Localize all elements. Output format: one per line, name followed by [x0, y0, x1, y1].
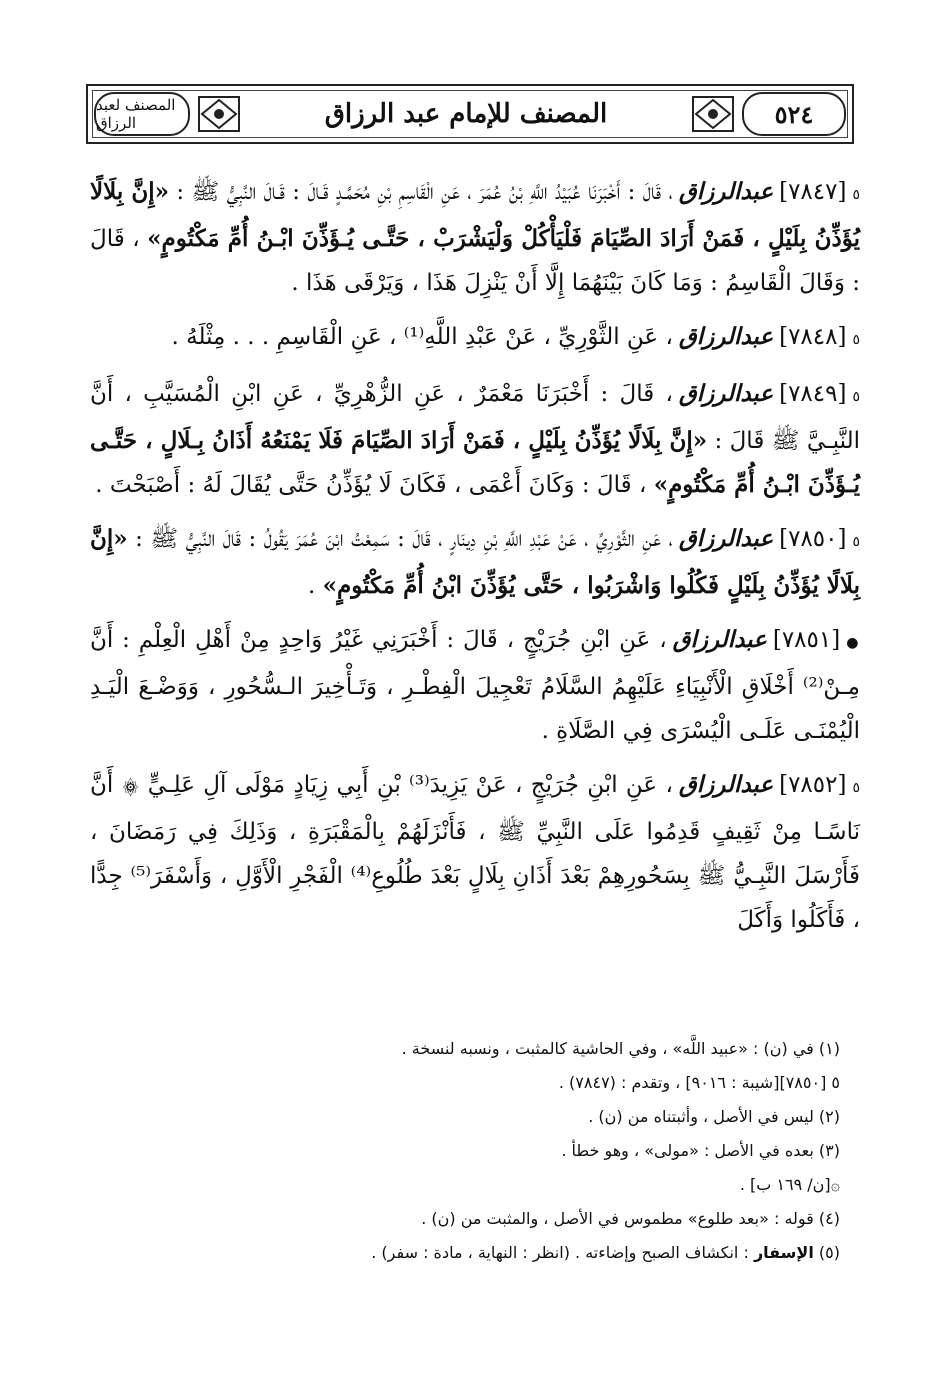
header-title: المصنف للإمام عبد الرزاق — [324, 99, 608, 129]
hadith-entry — [90, 170, 860, 305]
header-badge: المصنف لعبد الرزاق — [94, 92, 190, 136]
entry-number: [٧٨٤٧] — [779, 179, 847, 205]
ornament-icon — [196, 94, 242, 134]
entry-author: عبدالرزاق — [678, 178, 774, 205]
entry-text: ، عَنِ الثَّوْرِيِّ ، عَنْ عَبْدِ اللَّهِ⁽¹⁾ ، عَنِ الْقَاسِمِ . . . مِثْلَهُ . — [171, 324, 673, 350]
hadith-entry — [90, 517, 860, 608]
entry-number: [٧٨٥١] — [772, 627, 841, 653]
main-text — [90, 170, 860, 952]
footnote-text: ليس في الأصل ، وأثبتناه من (ن) . — [588, 1107, 814, 1126]
footnote — [90, 1100, 860, 1134]
entry-text-tail: ، قَالَ : وَقَالَ الْقَاسِمُ : وَمَا كَانَ بَيْنَهُمَا إِلَّا أَنْ يَنْزِلَ هَذَا ، وَيَرْقَى هَذَا . — [90, 226, 860, 296]
ornament-icon — [690, 94, 736, 134]
page-header — [86, 84, 854, 144]
footnote-label: (١) — [818, 1039, 840, 1058]
footnote-label: ۞ — [830, 1175, 840, 1194]
hadith-entry — [90, 315, 860, 362]
entry-mark: ٥ — [852, 332, 860, 348]
entry-number: [٧٨٥٠] — [779, 526, 847, 552]
footnote-label: ٥ [٧٨٥٠] — [779, 1073, 840, 1092]
entry-number: [٧٨٥٢] — [779, 772, 847, 798]
entry-mark: ● — [846, 635, 860, 651]
entry-number: [٧٨٤٨] — [779, 324, 847, 350]
footnote-term: الإسفار — [753, 1243, 814, 1262]
entry-text: ، عَنِ ابْنِ جُرَيْجٍ ، عَنْ يَزِيدَ⁽³⁾ بْنِ أَبِي زِيَادٍ مَوْلَى آلِ عَلِـيٍّ ۞ أَنَّ نَاسًـا مِنْ ثَقِيفٍ قَدِمُوا عَلَى النَّبِيِّ ﷺ ، فَأَنْزَلَهُمْ بِالْمَقْبَرَةِ ، وَذَلِكَ فِي رَمَضَانَ ، فَأَرْسَلَ النَّبِـيُّ ﷺ بِسَحُورِهِمْ بَعْدَ أَذَانِ بِلَالٍ بَعْدَ طُلُوعِ⁽⁴⁾ الْفَجْرِ الْأَوَّلِ ، وَأَسْفَرَ⁽⁵⁾ جِدًّا ، فَأَكَلُوا وَأَكَلَ — [90, 772, 861, 933]
page-number: ٥٢٤ — [742, 92, 846, 136]
entry-hadith-text: «إِنَّ بِلَالًا يُؤَذِّنُ بِلَيْلٍ ، فَمَنْ أَرَادَ الصِّيَامَ فَلْيَأْكُلْ وَلْيَشْرَبْ ، حَتَّـى يُـؤَذِّنَ ابْـنُ أُمِّ مَكْتُومٍ» — [90, 178, 861, 252]
footnote — [90, 1032, 860, 1066]
footnote-text: [شيبة : ٩٠١٦] ، وتقدم : (٧٨٤٧) . — [558, 1073, 780, 1092]
entry-text-tail: ، قَالَ : وَكَانَ أَعْمَى ، فَكَانَ لَا يُؤَذِّنُ حَتَّى يُقَالَ لَهُ : أَصْبَحْتَ . — [95, 472, 647, 498]
footnotes — [90, 1032, 860, 1270]
entry-mark: ٥ — [852, 780, 860, 796]
entry-author: عبدالرزاق — [678, 525, 774, 552]
hadith-entry — [90, 618, 860, 753]
footnote-text: [ن/ ١٦٩ ب] . — [739, 1175, 831, 1194]
footnote — [90, 1236, 860, 1270]
entry-text: ، عَنِ الثَّوْرِيِّ ، عَنْ عَبْدِ اللَّهِ بْنِ دِينَارٍ ، قَالَ : سَمِعْتُ ابْنَ عُمَرَ يَقُولُ : قَالَ النَّبِيُّ ﷺ : — [135, 526, 673, 552]
footnote — [90, 1134, 860, 1168]
footnote-text: : انكشاف الصبح وإضاءته . (انظر : النهاية ، مادة : سفر) . — [371, 1243, 749, 1262]
entry-hadith-text: «إِنَّ بِلَالًا يُؤَذِّنُ بِلَيْلٍ فَكُلُوا وَاشْرَبُوا ، حَتَّى يُؤَذِّنَ ابْنُ أُمِّ مَكْتُومٍ» — [90, 525, 860, 599]
entry-author: عبدالرزاق — [678, 323, 774, 350]
entry-number: [٧٨٤٩] — [779, 381, 847, 407]
footnote-text: في (ن) : «عبيد اللَّه» ، وفي الحاشية كالمثبت ، ونسبه لنسخة . — [401, 1039, 814, 1058]
entry-text: ، قَالَ : أَخْبَرَنَا مَعْمَرٌ ، عَنِ الزُّهْرِيِّ ، عَنِ ابْنِ الْمُسَيَّبِ ، أَنَّ النَّبِـيَّ ﷺ قَالَ : — [90, 381, 861, 454]
footnote — [90, 1066, 860, 1100]
entry-author: عبدالرزاق — [678, 380, 774, 407]
footnote-label: (٢) — [818, 1107, 840, 1126]
footnote-text: بعده في الأصل : «مولى» ، وهو خطأ . — [561, 1141, 814, 1160]
footnote-label: (٣) — [818, 1141, 840, 1160]
entry-text-tail: . — [307, 573, 316, 599]
entry-mark: ٥ — [852, 389, 860, 405]
footnote-label: (٤) — [818, 1209, 840, 1228]
hadith-entry — [90, 763, 860, 942]
footnote — [90, 1202, 860, 1236]
entry-author: عبدالرزاق — [678, 771, 774, 798]
entry-hadith-text: «إِنَّ بِلَالًا يُؤَذِّنُ بِلَيْلٍ ، فَمَنْ أَرَادَ الصِّيَامَ فَلَا يَمْنَعُهُ أَذَانُ بِـلَالٍ ، حَتَّـى يُـؤَذِّنَ ابْـنُ أُمِّ مَكْتُومٍ» — [90, 427, 860, 498]
hadith-entry — [90, 372, 860, 507]
footnote-text: قوله : «بعد طلوع» مطموس في الأصل ، والمثبت من (ن) . — [421, 1209, 814, 1228]
entry-text: ، عَنِ ابْنِ جُرَيْجٍ ، قَالَ : أَخْبَرَنِي غَيْرُ وَاحِدٍ مِنْ أَهْلِ الْعِلْمِ : أَنَّ مِـنْ⁽²⁾ أَخْلَاقِ الْأَنْبِيَاءِ عَلَيْهِمُ السَّلَامُ تَعْجِيلَ الْفِطْـرِ ، وَتَـأْخِيرَ الـسُّحُورِ ، وَوَضْـعَ الْيَـدِ الْيُمْنَـى عَلَـى الْيُسْرَى فِي الصَّلَاةِ . — [90, 627, 860, 744]
entry-mark: ٥ — [852, 534, 861, 550]
entry-author: عبدالرزاق — [672, 626, 767, 653]
entry-text: ، قَالَ : أَخْبَرَنَا عُبَيْدُ اللَّهِ بْنُ عُمَرَ ، عَنِ الْقَاسِمِ بْنِ مُحَمَّـدٍ قَـالَ : قَـالَ النَّبِيُّ ﷺ : — [176, 179, 673, 205]
footnote — [90, 1168, 860, 1202]
footnote-label: (٥) — [818, 1243, 840, 1262]
entry-mark: ٥ — [852, 187, 860, 203]
